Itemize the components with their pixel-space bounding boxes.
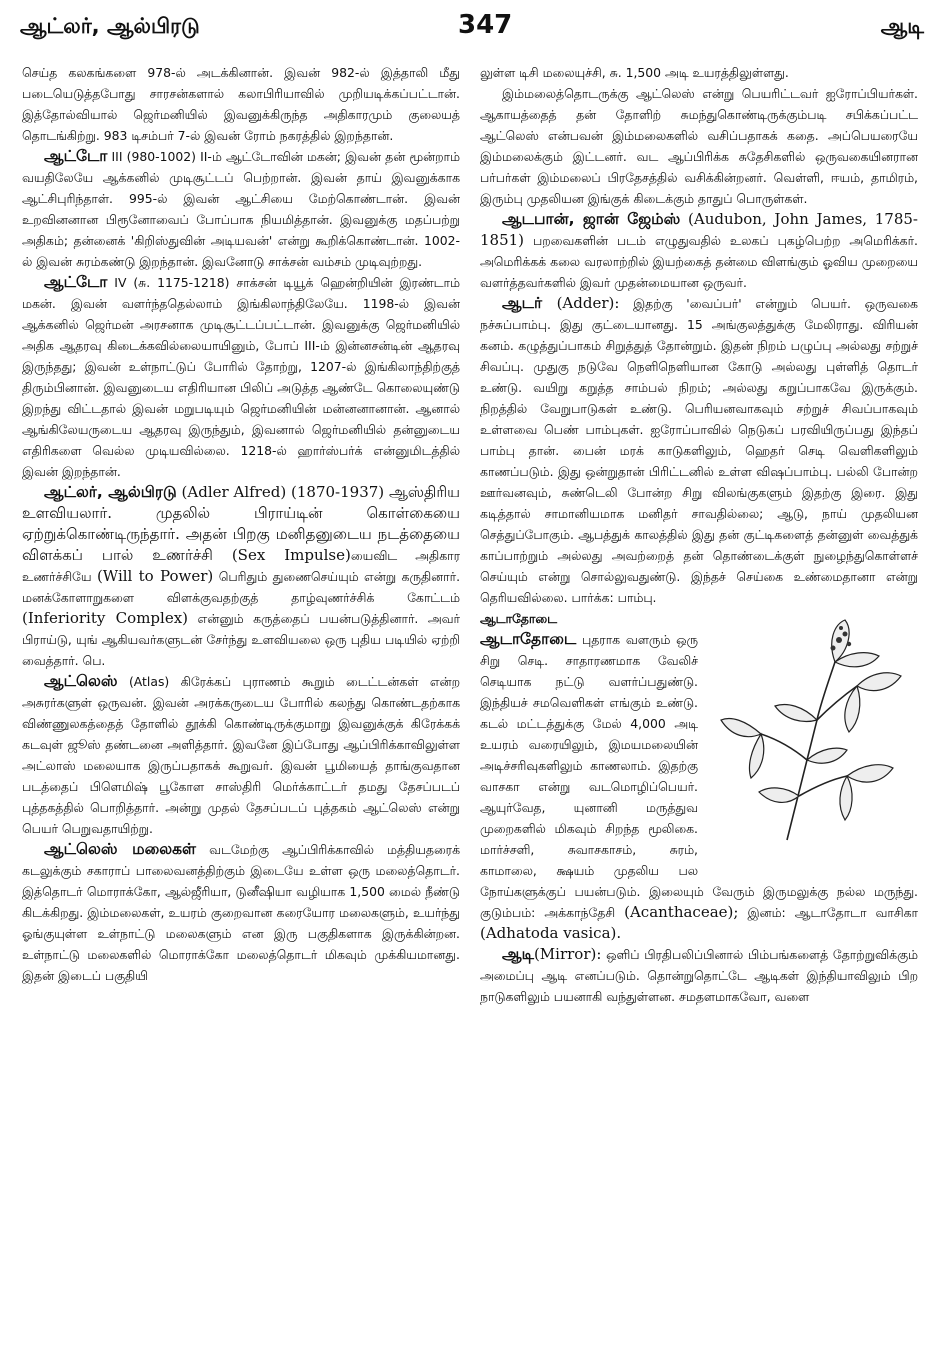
entry-body: என்னும் கருத்தைப் பயன்படுத்தினார். அவர் பிராய்டு, யுங் ஆகியவர்களுடன் சேர்ந்து உளவியலை ஒரு புதிய படியில் ஏற்றி வைத்தார். பெ. [22,611,460,668]
entry-body: (Adler Alfred) (1870-1937) ஆஸ்திரிய உளவியலார். முதலில் பிராய்டின் கொள்கையை ஏற்றுக்கொண்டிருந்தார். அதன் பிறகு மனிதனுடைய நடத்தையை விளக்கப் பால் உணர்ச்சி [22,483,460,564]
entry-audubon [480,209,918,293]
headword-atlas-mountains: ஆட்லெஸ் மலைகள் [44,840,197,858]
entry-body: யைவிட அதிகார உணர்ச்சியே [22,548,460,584]
entry-body: இதற்கு 'வைப்பர்' என்றும் பெயர். ஒருவகை நச்சுப்பாம்பு. இது குட்டையானது. 15 அங்குலத்துக்கு மேலிராது. விரியன் கனம். கழுத்துப்பாகம் சிறுத்துத் தோன்றும். இதன் நிறம் பழுப்பு அல்லது சற்றுச் சிவப்பு. முதுகு நடுவே நெளிநெளியான கோடு அல்லது புள்ளித் தொடர் உண்டு. வயிறு கறுத்த சாம்பல் நிறம்; அல்லது கறுப்பாகவே இருக்கும். நிறத்தில் வேறுபாடுகள் உண்டு. பெரியனவாகவும் சற்றுச் சிவப்பாகவும் உள்ளவை பெண் பாம்புகள். ஐரோப்பாவில் நெடுகப் பரவியிருப்பது இந்தப் பாம்பு தான். பைன் மரக் காடுகளிலும், ஹெதர் செடி வெளிகளிலும் காணப்படும். இது ஒன்றுதான் பிரிட்டனில் உள்ள விஷப்பாம்பு. பல்லி போன்ற ஊர்வனவும், சுண்டெலி போன்ற சிறு விலங்குகளும் இதற்கு இரை. இது கடித்தால் சாமானியமாக மனிதர் சாவதில்லை; ஆடு, நாய் முதலியன செத்துப்போகும். ஆபத்துக் காலத்தில் இது தன் குட்டிகளைத் தன்னுள் வைத்துக் காப்பாற்றும் அல்லது அவற்றைத் தன் தொண்டைக்குள் நுழைந்துகொள்ளச் செய்யும் என்று சொல்லுவதுண்டு. இந்தச் செய்கை உண்மைதானா என்று தெரியவில்லை. பார்க்க: பாம்பு. [480,296,918,605]
headword-adler-alfred: ஆட்லர், ஆல்பிரடு [44,483,177,501]
entry-body: (Atlas) கிரேக்கப் புராணம் கூறும் டைட்டன்கள் என்ற அசுரர்களுள் ஒருவன். இவன் அரக்கருடைய போரில் கலந்து கொண்டதற்காக விண்ணுலகத்தைத் தோளில் தூக்கி கொண்டிருக்குமாறு இவனுக்குக் கிரேக்கக் கடவுள் ஜூஸ் தண்டனை அளித்தார். இவனே இப்போது ஆப்பிரிக்காவிலுள்ள அட்லாஸ் மலையாக இருப்பதாகக் கூறுவர். இவன் பூமியைத் தாங்குவதான படத்தைப் பிளெமிஷ் பூகோள சாஸ்திரி மெர்க்காட்டர் தமது தேசப்படப் புத்தகத்தில் பொறித்தார். அன்று முதல் தேசப்படப் புத்தகம் ஆட்லெஸ் என்று பெயர் பெறுவதாயிற்று. [22,674,460,836]
entry-body: வடமேற்கு ஆப்பிரிக்காவில் மத்தியதரைக் கடலுக்கும் சகாராப் பாலைவனத்திற்கும் இடையே உள்ள ஒரு மலைத்தொடர். இத்தொடர் மொராக்கோ, ஆல்ஜீரியா, டுனீஷியா வழியாக 1,500 மைல் நீண்டு கிடக்கிறது. இம்மலைகள், உயரம் குறைவான கரையோர மலைகளும், உயர்ந்து ஓங்குயுள்ள உள்நாட்டு மலைகளும் என இரு பகுதிகளாக இருக்கின்றன. உள்நாட்டு மலைகளில் மொராக்கோ மலைத்தொடர் மிகவும் முக்கியமானது. இதன் இடைப் பகுதியி [22,842,460,983]
latin-term: (Inferiority Complex) [22,609,189,627]
entry-adler-alfred [22,482,460,671]
figure-caption: ஆடாதோடை [480,611,557,626]
entry-otto-iii [22,146,460,272]
entry-otto-iv [22,272,460,482]
headword-mirror: ஆடி [502,945,534,963]
entry-adder [480,293,918,608]
headword-audubon: ஆடபான், ஜான் ஜேம்ஸ் [502,210,681,228]
running-head-right: ஆடி [880,14,924,38]
running-head-left: ஆட்லர், ஆல்பிரடு [20,14,200,38]
entry-body: இனம்: ஆடாதோடா வாசிகா [738,905,918,920]
latin-term: (Mirror): [533,945,602,963]
headword-otto-iv: ஆட்டோ [44,273,108,291]
adhatoda-figure [706,610,918,872]
headword-otto-iii: ஆட்டோ [44,147,108,165]
entry-body: IV (சு. 1175-1218) சாக்சன் டியூக் ஹென்றியின் இரண்டாம் மகன். இவன் வளர்ந்ததெல்லாம் இங்கிலாந்திலேயே. 1198-ல் இவன் ஆக்கனில் ஜெர்மன் அரசனாக முடிசூட்டப்பட்டான். இவனுக்கு ஜெர்மனியில் அதிக ஆதரவு கிடைக்கவில்லையாயினும், போப் III-ம் இன்னசன்டின் ஆதரவு இருந்தது; இவன் உள்நாட்டுப் போரில் தோற்று, 1207-ல் இங்கிலாந்திற்குத் திரும்பினான். இவனுடைய எதிரியான பிலிப் அடுத்த ஆண்டே கொலையுண்டு இறந்து விட்டதால் இவன் மறுபடியும் ஜெர்மனியின் மன்னனானான். ஆனால் ஆங்கிலேயருடைய ஆதரவு இருந்தும், இவனால் ஜெர்மனியில் தன்னுடைய எதிரிகளை வெல்ல முடியவில்லை. 1218-ல் ஹார்ஸ்பர்க் என்னுமிடத்தில் இவன் இறந்தான். [22,275,460,479]
entry-body: III (980-1002) II-ம் ஆட்டோவின் மகன்; இவன் தன் மூன்றாம் வயதிலேயே ஆக்கனில் முடிசூட்டப் பெற்றான். இவன் தாய் இவனுக்காக ஆட்சிபுரிந்தாள். 995-ல் இவன் ஆட்சியை மேற்கொண்டான். இவன் உறவினனான பிரூனோவைப் போப்பாக நியமித்தான். இவனுக்கு மதப்பற்று அதிகம்; தன்னைக் 'கிறிஸ்துவின் அடியவன்' என்று கூறிக்கொண்டான். 1002-ல் இவன் சுரம்கண்டு இறந்தான். இவனோடு சாக்சன் வம்சம் முடிவுற்றது. [22,149,460,269]
page-header [12,8,930,48]
latin-term: (Adhatoda vasica). [480,924,622,942]
entry-atlas-mountains-naming: இம்மலைத்தொடருக்கு ஆட்லெஸ் என்று பெயரிட்டவர் ஐரோப்பியர்கள். ஆகாயத்தைத் தன் தோளிற் சுமந்துகொண்டிருக்கும்படி சபிக்கப்பட்ட ஆட்லெஸ் என்பவன் இம்மலைகளில் வசிப்பதாகக் கதை. அப்பெயரையே இம்மலைக்கும் இட்டனர். வட ஆப்பிரிக்க சுதேசிகளில் ஒருவகையினரான பர்பர்கள் இம்மலைப் பிரதேசத்தில் வசிக்கின்றனர். வெள்ளி, ஈயம், தாமிரம், இரும்பு முதலியன இங்குக் கிடைக்கும் தாதுப் பொருள்கள். [480,86,918,206]
right-column [480,62,918,1352]
adhatoda-plant-illustration [717,610,907,846]
headword-adhatoda: ஆடாதோடை [480,630,577,648]
entry-body: பறவைகளின் படம் எழுதுவதில் உலகப் புகழ்பெற்ற அமெரிக்கர். அமெரிக்கக் கலை வரலாற்றில் இயற்கைத் தன்மை விளங்கும் ஓவிய முறையை வளர்த்தவர்களில் இவர் முதன்மையான ஒருவர். [480,233,918,290]
entry-mirror [480,944,918,1007]
entry-atlas [22,671,460,839]
headword-atlas: ஆட்லெஸ் [44,672,118,690]
latin-term: (Audubon, John James, 1785-1851) [480,210,918,249]
entry-atlas-mountains-continuation: லுள்ள டிசி மலையுச்சி, சு. 1,500 அடி உயரத்திலுள்ளது. [480,65,789,80]
headword-adder: ஆடர் [502,294,543,312]
latin-term: (Acanthaceae); [624,903,739,921]
latin-term: (Sex Impulse) [231,546,351,564]
entry-body: ஒளிப் பிரதிபலிப்பினால் பிம்பங்களைத் தோற்றுவிக்கும் அமைப்பு ஆடி எனப்படும். தொன்றுதொட்டே ஆடிகள் இந்தியாவிலும் பிற நாடுகளிலும் பயனாகி வந்துள்ளன. சமதளமாகவோ, வளை [480,947,918,1004]
entry-body: புதராக வளரும் ஒரு சிறு செடி. சாதாரணமாக வேலிச் செடியாக நட்டு வளர்ப்பதுண்டு. இந்தியச் சமவெளிகள் எங்கும் உண்டு. கடல் மட்டத்துக்கு மேல் 4,000 அடி உயரம் வரையிலும், இமயமலையின் அடிச்சரிவுகளிலும் காணலாம். இதற்கு வாசகா என்று வடமொழிப்பெயர். ஆயுர்வேத, யுனானி மருத்துவ முறைகளில் மிகவும் சிறந்த மூலிகை. மார்ச்சளி, சுவாசகாசம், சுரம், காமாலை, க்ஷயம் முதலிய பல நோய்களுக்குப் பயன்படும். இலையும் வேரும் இருமலுக்கு நல்ல மருந்து. குடும்பம்: அக்காந்தேசி [480,632,918,920]
latin-term: (Will to Power) [96,567,214,585]
entry-atlas-mountains [22,839,460,986]
left-column [22,62,460,1352]
entry-body: பெரிதும் துணைசெய்யும் என்று கருதினார். மனக்கோளாறுகளை விளக்குவதற்குத் தாழ்வுணர்ச்சிக் கோட்டம் [22,569,460,605]
entry-otto-ii-continuation: செய்த கலகங்களை 978-ல் அடக்கினான். இவன் 982-ல் இத்தாலி மீது படையெடுத்தபோது சாரசன்களால் கலாபிரியாவில் முறியடிக்கப்பட்டான். இத்தோல்வியால் ஜெர்மனியில் இவனுக்கிருந்த அதிகாரமும் குலையத் தொடங்கிற்று. 983 டிசம்பர் 7-ல் இவன் ரோம் நகரத்தில் இறந்தான். [22,65,460,143]
page-number: 347 [458,10,513,40]
latin-term: (Adder): [542,294,620,312]
